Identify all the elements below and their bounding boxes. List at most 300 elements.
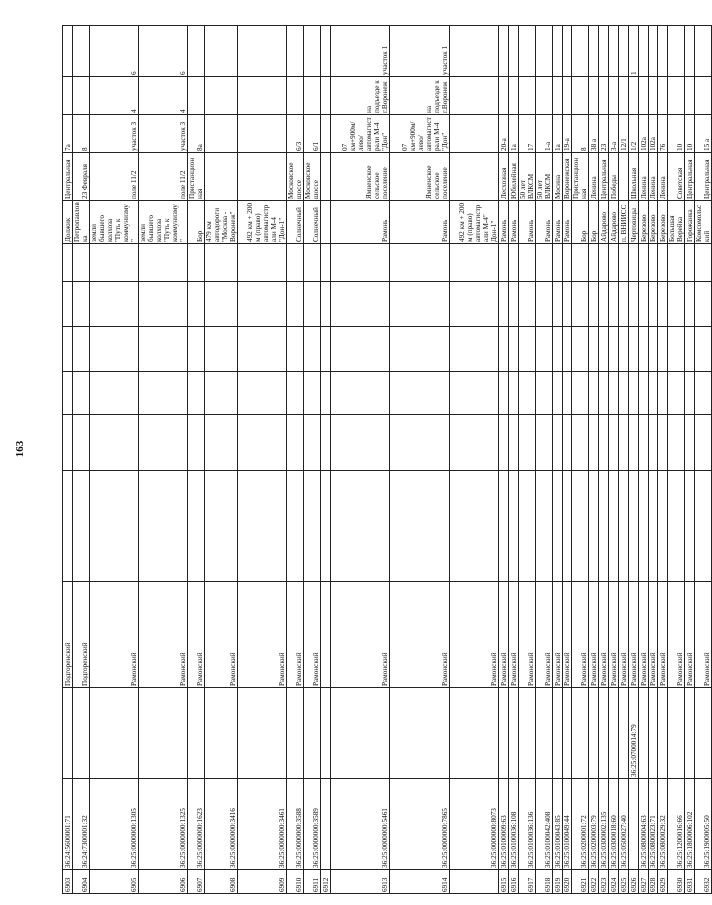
table-cell-col4 (518, 471, 535, 582)
table-row (552, 26, 562, 894)
table-cell-col13 (668, 77, 685, 115)
table-cell-col8 (618, 282, 628, 327)
table-cell-col7 (390, 327, 449, 372)
table-cell-col1: 36:25:0000000:3589 (304, 779, 321, 870)
table-cell-col0: 6931 (685, 870, 695, 894)
table-cell-col1: 36:25:0500027:40 (618, 779, 628, 870)
table-cell-col1: 36:25:0800004:63 (638, 779, 648, 870)
table-cell-col4 (205, 471, 238, 582)
table-cell-col8 (572, 282, 589, 327)
table-cell-col8 (609, 282, 619, 327)
table-cell-col2 (449, 688, 498, 779)
table-cell-col10: Горожанка (685, 201, 695, 244)
table-cell-col6 (552, 372, 562, 415)
table-cell-col5 (498, 415, 508, 471)
table-cell-col10: Айдарово (609, 201, 619, 244)
table-cell-col0: 6932 (695, 870, 712, 894)
table-cell-col10: Рамонь (498, 201, 508, 244)
table-cell-col1: 36:25:0000000:5461 (331, 779, 390, 870)
table-cell-col11: Московское шоссе (287, 153, 304, 201)
table-cell-col12: 07 км+900м/лево/ автомагистрали М-4 "Дон" (390, 115, 449, 153)
table-cell-col14 (562, 26, 572, 77)
table-cell-col13 (628, 77, 638, 115)
table-cell-col1: 36:25:0100036:108 (508, 779, 518, 870)
table-row (668, 26, 685, 894)
table-cell-col12: участок 3 (139, 115, 188, 153)
table-cell-col14 (552, 26, 562, 77)
table-row (599, 26, 609, 894)
table-cell-col7 (188, 327, 205, 372)
table-cell-col1: 36:25:0300018:60 (609, 779, 619, 870)
table-cell-col1: 36:25:0300002:135 (599, 779, 609, 870)
table-cell-col4 (287, 471, 304, 582)
table-cell-col11 (449, 153, 498, 201)
table-cell-col1: 36:25:0100049:44 (562, 779, 572, 870)
table-cell-col13 (321, 77, 331, 115)
table-cell-col12: 1а (552, 115, 562, 153)
table-row (331, 26, 390, 894)
table-cell-col9 (648, 244, 658, 282)
table-row (695, 26, 712, 894)
table-cell-col9 (188, 244, 205, 282)
table-cell-col4 (589, 471, 599, 582)
table-row (572, 26, 589, 894)
table-row (618, 26, 628, 894)
table-cell-col4 (72, 471, 89, 582)
table-cell-col4 (695, 471, 712, 582)
table-cell-col9 (628, 244, 638, 282)
table-cell-col10: 492 км + 200 м (право) автомагистрали М-4 "Дон-1" (238, 201, 287, 244)
table-cell-col11: 23 Февраля (72, 153, 89, 201)
table-cell-col2 (648, 688, 658, 779)
table-cell-col7 (238, 327, 287, 372)
table-cell-col3: Рамонский (188, 582, 205, 688)
table-cell-col10: Рамонь (508, 201, 518, 244)
table-cell-col7 (599, 327, 609, 372)
table-cell-col3: Рамонский (238, 582, 287, 688)
table-cell-col0: 6929 (658, 870, 668, 894)
table-cell-col11: Пристанционная (572, 153, 589, 201)
table-cell-col5 (628, 415, 638, 471)
table-cell-col8 (498, 282, 508, 327)
table-cell-col12 (321, 115, 331, 153)
table-cell-col13 (518, 77, 535, 115)
table-cell-col8 (390, 282, 449, 327)
table-cell-col10: Березово (648, 201, 658, 244)
table-cell-col4 (498, 471, 508, 582)
table-cell-col3: Рамонский (618, 582, 628, 688)
table-cell-col1: 36:25:0100042:408 (535, 779, 552, 870)
table-cell-col14 (695, 26, 712, 77)
table-cell-col3: Рамонский (628, 582, 638, 688)
table-cell-col1: 36:25:0000000:1305 (89, 779, 138, 870)
table-cell-col8 (668, 282, 685, 327)
table-cell-col9 (508, 244, 518, 282)
table-cell-col7 (562, 327, 572, 372)
table-cell-col6 (518, 372, 535, 415)
table-cell-col2 (638, 688, 648, 779)
table-cell-col14 (685, 26, 695, 77)
table-cell-col8 (628, 282, 638, 327)
table-cell-col4 (572, 471, 589, 582)
table-cell-col3: Рамонский (89, 582, 138, 688)
table-cell-col2 (139, 688, 188, 779)
table-cell-col11: Центральная (599, 153, 609, 201)
table-cell-col1: 36:25:0200001:72 (572, 779, 589, 870)
table-cell-col5 (321, 415, 331, 471)
table-cell-col2 (599, 688, 609, 779)
table-cell-col2 (658, 688, 668, 779)
table-row (205, 26, 238, 894)
table-cell-col5 (599, 415, 609, 471)
table-cell-col13 (658, 77, 668, 115)
table-cell-col8 (552, 282, 562, 327)
table-cell-col2 (321, 688, 331, 779)
table-cell-col6 (390, 372, 449, 415)
table-cell-col4 (535, 471, 552, 582)
table-cell-col14 (63, 26, 73, 77)
table-row (321, 26, 331, 894)
table-cell-col5 (390, 415, 449, 471)
table-cell-col14 (304, 26, 321, 77)
table-cell-col14 (638, 26, 648, 77)
table-cell-col8 (287, 282, 304, 327)
table-cell-col6 (287, 372, 304, 415)
table-cell-col5 (238, 415, 287, 471)
table-cell-col10: Бор (589, 201, 599, 244)
table-cell-col5 (695, 415, 712, 471)
table-cell-col14: 1 (628, 26, 638, 77)
table-cell-col6 (188, 372, 205, 415)
table-cell-col9 (589, 244, 599, 282)
table-cell-col1 (321, 779, 331, 870)
table-cell-col7 (589, 327, 599, 372)
table-cell-col9 (390, 244, 449, 282)
table-cell-col6 (238, 372, 287, 415)
table-cell-col3: Рамонский (508, 582, 518, 688)
table-cell-col14 (508, 26, 518, 77)
table-cell-col5 (304, 415, 321, 471)
table-cell-col4 (321, 471, 331, 582)
table-cell-col7 (63, 327, 73, 372)
table-cell-col0: 6910 (287, 870, 304, 894)
table-cell-col0: 6922 (589, 870, 599, 894)
table-cell-col9 (89, 244, 138, 282)
table-cell-col10: Рамонь (552, 201, 562, 244)
table-cell-col12: 76 (658, 115, 668, 153)
table-cell-col2 (188, 688, 205, 779)
table-cell-col5 (589, 415, 599, 471)
table-cell-col3: Рамонский (668, 582, 685, 688)
table-cell-col6 (89, 372, 138, 415)
table-cell-col14 (668, 26, 685, 77)
table-cell-col3: Рамонский (599, 582, 609, 688)
table-cell-col5 (508, 415, 518, 471)
table-cell-col2 (618, 688, 628, 779)
table-cell-col0: 6928 (648, 870, 658, 894)
table-cell-col2 (668, 688, 685, 779)
table-cell-col13 (562, 77, 572, 115)
table-cell-col12 (205, 115, 238, 153)
table-cell-col14 (589, 26, 599, 77)
table-cell-col13 (695, 77, 712, 115)
table-cell-col14 (72, 26, 89, 77)
table-cell-col8 (331, 282, 390, 327)
table-cell-col14 (287, 26, 304, 77)
table-cell-col8 (599, 282, 609, 327)
table-cell-col9 (685, 244, 695, 282)
table-cell-col7 (628, 327, 638, 372)
table-cell-col13 (188, 77, 205, 115)
table-cell-col0: 6927 (638, 870, 648, 894)
table-cell-col8 (304, 282, 321, 327)
table-cell-col12: 07 км+900м/лево/ автомагистрали М-4 "Дон" (331, 115, 390, 153)
table-cell-col5 (518, 415, 535, 471)
table-cell-col12: 1/2 (628, 115, 638, 153)
table-cell-col14 (658, 26, 668, 77)
table-cell-col7 (287, 327, 304, 372)
table-cell-col13 (609, 77, 619, 115)
table-row (508, 26, 518, 894)
table-cell-col9 (449, 244, 498, 282)
table-cell-col9 (562, 244, 572, 282)
table-cell-col1: 36:24:7300001:32 (72, 779, 89, 870)
register-table (62, 25, 712, 894)
table-row (658, 26, 668, 894)
table-cell-col3: Рамонский (498, 582, 508, 688)
table-cell-col2 (685, 688, 695, 779)
table-cell-col3: Рамонский (552, 582, 562, 688)
table-cell-col14: 6 (139, 26, 188, 77)
table-cell-col12: 17 (518, 115, 535, 153)
table-cell-col12: 3-а (609, 115, 619, 153)
table-cell-col2 (304, 688, 321, 779)
table-cell-col6 (658, 372, 668, 415)
table-cell-col8 (518, 282, 535, 327)
table-cell-col9 (609, 244, 619, 282)
table-cell-col4 (628, 471, 638, 582)
table-cell-col11 (205, 153, 238, 201)
table-cell-col6 (72, 372, 89, 415)
table-cell-col7 (139, 327, 188, 372)
table-cell-col10: п. ВНИИСС (618, 201, 628, 244)
table-cell-col2 (287, 688, 304, 779)
table-cell-col14 (609, 26, 619, 77)
table-cell-col11: Пристанционная (188, 153, 205, 201)
table-cell-col11: Воронежская (562, 153, 572, 201)
table-cell-col10: Должик (63, 201, 73, 244)
table-cell-col3: Рамонский (205, 582, 238, 688)
table-cell-col12 (238, 115, 287, 153)
table-cell-col9 (658, 244, 668, 282)
table-cell-col9 (518, 244, 535, 282)
table-cell-col4 (685, 471, 695, 582)
table-cell-col1 (628, 779, 638, 870)
table-cell-col2 (331, 688, 390, 779)
table-cell-col6 (449, 372, 498, 415)
table-cell-col11: поле 11/2 (89, 153, 138, 201)
table-row (535, 26, 552, 894)
table-cell-col1: 36:25:0000000:8073 (449, 779, 498, 870)
table-cell-col12: 8 (72, 115, 89, 153)
table-cell-col7 (638, 327, 648, 372)
table-cell-col2 (205, 688, 238, 779)
table-cell-col0: 6907 (188, 870, 205, 894)
table-cell-col0: 6914 (390, 870, 449, 894)
table-cell-col4 (648, 471, 658, 582)
register-table-body (63, 26, 712, 894)
table-cell-col10: Петропавловка (72, 202, 89, 242)
table-cell-col14 (599, 26, 609, 77)
table-cell-col11: Ленина (589, 153, 599, 201)
table-cell-col2 (562, 688, 572, 779)
table-cell-col14: участок 1 (390, 26, 449, 77)
table-cell-col12: 10 (668, 115, 685, 153)
table-cell-col5 (139, 415, 188, 471)
table-cell-col13 (287, 77, 304, 115)
table-row (562, 26, 572, 894)
table-cell-col10: Березово (638, 201, 648, 244)
table-cell-col7 (205, 327, 238, 372)
table-cell-col9 (572, 244, 589, 282)
table-cell-col10: Рамонь (535, 201, 552, 244)
table-cell-col14 (535, 26, 552, 77)
table-cell-col7 (449, 327, 498, 372)
table-cell-col6 (618, 372, 628, 415)
table-cell-col11: Центральная (685, 153, 695, 201)
table-cell-col0: 6919 (552, 870, 562, 894)
table-cell-col1: 36:24:5600001:71 (63, 779, 73, 870)
table-cell-col11: Ямненское сельское поселение (331, 153, 390, 201)
table-cell-col6 (331, 372, 390, 415)
table-cell-col6 (628, 372, 638, 415)
table-row (498, 26, 508, 894)
table-cell-col6 (205, 372, 238, 415)
table-cell-col10: Рамонь (562, 201, 572, 244)
table-cell-col14 (572, 26, 589, 77)
table-cell-col6 (498, 372, 508, 415)
table-cell-col8 (589, 282, 599, 327)
table-cell-col3: Рамонский (658, 582, 668, 688)
table-cell-col0: 6906 (139, 870, 188, 894)
table-cell-col11: Школьная (628, 153, 638, 201)
table-cell-col4 (304, 471, 321, 582)
table-cell-col4 (331, 471, 390, 582)
table-cell-col2 (695, 688, 712, 779)
table-cell-col2 (63, 688, 73, 779)
table-cell-col7 (508, 327, 518, 372)
table-cell-col5 (449, 415, 498, 471)
table-cell-col2 (609, 688, 619, 779)
table-cell-col5 (572, 415, 589, 471)
table-cell-col8 (508, 282, 518, 327)
table-cell-col12: 10 (685, 115, 695, 153)
table-cell-col4 (609, 471, 619, 582)
table-cell-col10: 492 км + 200 м (право) автомагистрали М-4" Дон-1" (449, 201, 498, 244)
table-cell-col1: 36:25:0800023:71 (648, 779, 658, 870)
table-cell-col12: 102а (638, 115, 648, 153)
table-cell-col11 (618, 153, 628, 201)
table-cell-col4 (188, 471, 205, 582)
table-cell-col3: Рамонский (331, 582, 390, 688)
table-cell-col12: 8а (188, 115, 205, 153)
table-cell-col9 (638, 244, 648, 282)
table-cell-col5 (668, 415, 685, 471)
table-cell-col5 (535, 415, 552, 471)
table-cell-col11: Победы (609, 153, 619, 201)
table-cell-col2 (89, 688, 138, 779)
table-cell-col13 (72, 77, 89, 115)
table-cell-col11: Советская (668, 153, 685, 201)
table-cell-col2 (518, 688, 535, 779)
table-cell-col1: 36:25:1900005:50 (695, 779, 712, 870)
table-cell-col5 (63, 415, 73, 471)
table-cell-col9 (618, 244, 628, 282)
table-cell-col13 (449, 77, 498, 115)
table-row (287, 26, 304, 894)
table-cell-col4 (599, 471, 609, 582)
table-cell-col13 (508, 77, 518, 115)
table-cell-col5 (638, 415, 648, 471)
table-cell-col13: 4 (139, 77, 188, 115)
table-cell-col3: Рамонский (390, 582, 449, 688)
table-cell-col7 (535, 327, 552, 372)
table-cell-col8 (139, 282, 188, 327)
table-cell-col9 (304, 244, 321, 282)
table-cell-col2 (535, 688, 552, 779)
table-cell-col12: 12/1 (618, 115, 628, 153)
table-cell-col7 (321, 327, 331, 372)
table-cell-col14 (498, 26, 508, 77)
table-cell-col14: 6 (89, 26, 138, 77)
table-cell-col13 (685, 77, 695, 115)
table-cell-col12: 23 (599, 115, 609, 153)
table-cell-col14 (618, 26, 628, 77)
table-cell-col11: 50 лет ВЛКСМ (535, 153, 552, 201)
table-cell-col4 (89, 471, 138, 582)
table-cell-col2 (390, 688, 449, 779)
table-cell-col0: 6916 (508, 870, 518, 894)
table-row (609, 26, 619, 894)
table-cell-col11: 50 лет ВЛКСМ (518, 153, 535, 201)
table-row (638, 26, 648, 894)
table-cell-col6 (63, 372, 73, 415)
table-cell-col8 (638, 282, 648, 327)
table-cell-col4 (562, 471, 572, 582)
table-cell-col10: земли бывшего колхоза "Путь к коммунизму" (139, 201, 188, 244)
table-cell-col1: 36:25:0000000:7865 (390, 779, 449, 870)
table-cell-col10: Рамонь (390, 201, 449, 244)
table-cell-col10: Березово (658, 201, 668, 244)
table-cell-col6 (695, 372, 712, 415)
table-cell-col3: Рамонский (449, 582, 498, 688)
table-cell-col13 (638, 77, 648, 115)
table-cell-col0: 6915 (498, 870, 508, 894)
table-cell-col3: Рамонский (572, 582, 589, 688)
table-cell-col5 (205, 415, 238, 471)
table-cell-col2 (552, 688, 562, 779)
table-cell-col6 (508, 372, 518, 415)
table-cell-col13 (589, 77, 599, 115)
table-cell-col5 (618, 415, 628, 471)
table-cell-col3: Рамонский (518, 582, 535, 688)
table-cell-col13 (498, 77, 508, 115)
table-cell-col12: 6/3 (287, 115, 304, 153)
table-cell-col5 (658, 415, 668, 471)
table-cell-col5 (331, 415, 390, 471)
table-cell-col1: 36:25:0000000:1325 (139, 779, 188, 870)
table-cell-col9 (63, 244, 73, 282)
